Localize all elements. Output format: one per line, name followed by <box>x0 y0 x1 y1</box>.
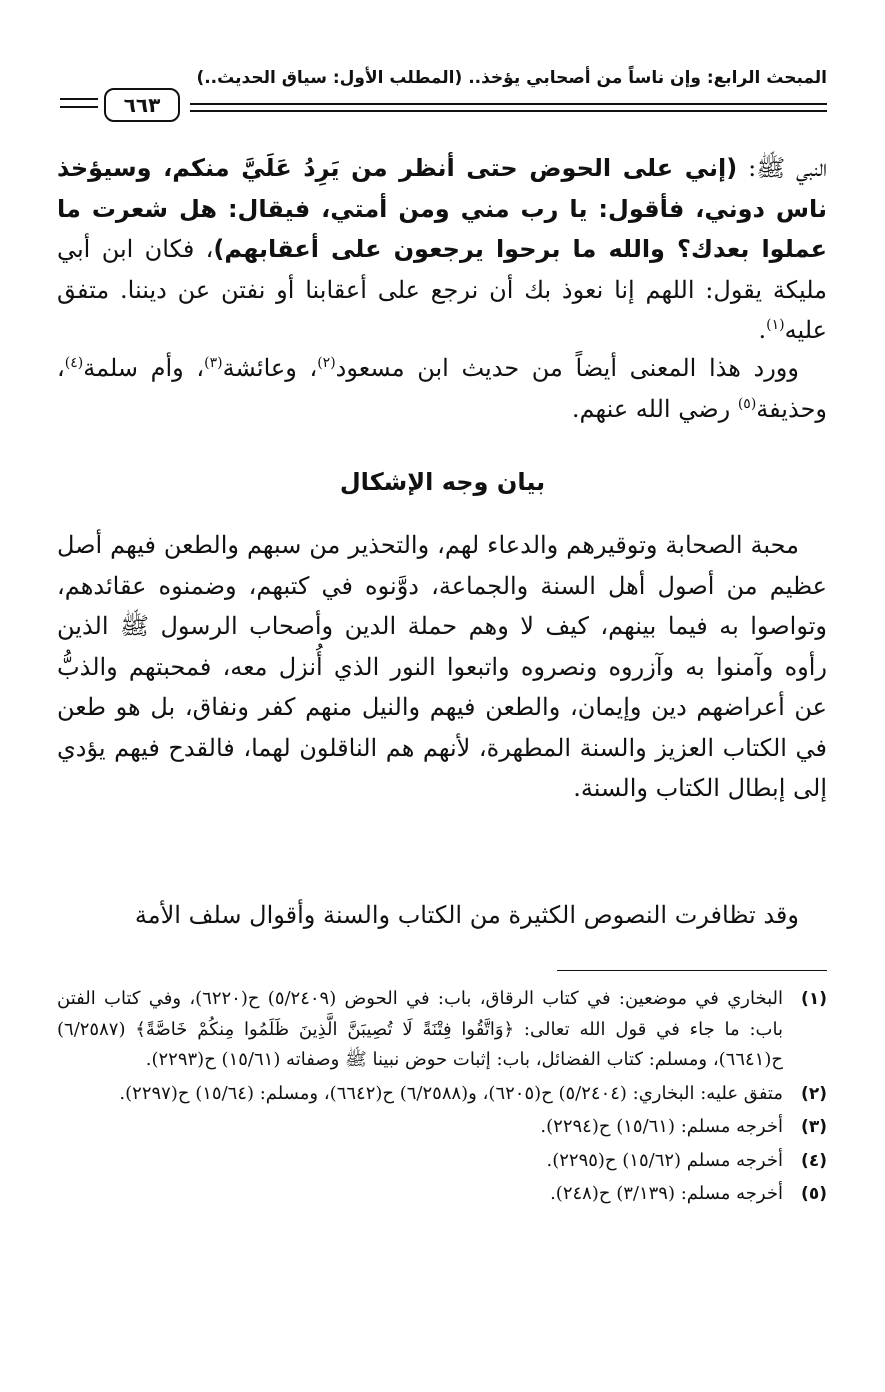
footnote-item <box>57 1079 827 1110</box>
header-rule-top <box>190 103 827 105</box>
footnote-number: (٣) <box>801 1117 827 1137</box>
header-double-rule-mark <box>60 98 98 114</box>
footnote-text: أخرجه مسلم: (٣/١٣٩) ح(٢٤٨). <box>550 1183 783 1204</box>
footnote-ref: (١) <box>766 317 785 333</box>
paragraph-body-1: محبة الصحابة وتوقيرهم والدعاء لهم، والتحذير من سبهم والطعن فيهم أصل عظيم من أصول أهل السنة والجماعة، دوَّنوه في كتبهم، وضمنوه عقائدهم، وتواصوا به فيما بينهم، كيف لا وهم حملة الدين وأصحاب الرسول ﷺ الذين رأوه وآمنوا به وآزروه ونصروه واتبعوا النور الذي أُنزل معه، فمحبتهم والذبُّ عن أعراضهم دين وإيمان، والطعن فيهم والنيل منهم كفر ونفاق، بل هو طعن في الكتاب العزيز والسنة المطهرة، لأنهم هم الناقلون لهما، فالقدح فيهم يؤدي إلى إبطال الكتاب والسنة. <box>57 531 827 802</box>
footnote-text: أخرجه مسلم: (١٥/٦١) ح(٢٢٩٤). <box>540 1116 783 1137</box>
bold-quote-text: (إني على الحوض حتى أنظر من يَرِدُ عَلَيَّ منكم، وسيؤخذ ناس دوني، فأقول: يا رب مني ومن أمتي، فيقال: هل شعرت ما عملوا بعدك؟ والله ما برحوا يرجعون على أعقابهم) <box>57 154 827 263</box>
footnote-item <box>57 984 827 1076</box>
footnote-number: (١) <box>801 989 827 1009</box>
footnote-item <box>57 1146 827 1177</box>
body-text-run: . <box>758 316 767 344</box>
footnotes-list <box>57 984 827 1213</box>
body-text-run: رضي الله عنهم. <box>571 394 738 423</box>
body-text-run: ، وأم سلمة <box>83 354 205 382</box>
footnote-text: متفق عليه: البخاري: (٥/٢٤٠٤) ح(٦٢٠٥)، و(٦/٢٥٨٨) ح(٦٦٤٢)، ومسلم: (١٥/٦٤) ح(٢٢٩٧). <box>119 1082 783 1104</box>
footnote-text: البخاري في موضعين: في كتاب الرقاق، باب: في الحوض (٥/٢٤٠٩) ح(٦٢٢٠)، وفي كتاب الفتن باب: ما جاء في قول الله تعالى: ﴿وَاتَّقُوا فِتْنَةً لَا تُصِيبَنَّ الَّذِينَ ظَلَمُوا مِنكُمْ خَاصَّةً﴾ (٦/٢٥٨٧) ح(٦٦٤١)، ومسلم: كتاب الفضائل، باب: إثبات حوض نبينا ﷺ وصفاته (١٥/٦١) ح(٢٢٩٣). <box>57 988 783 1070</box>
body-text-run: النبي ﷺ: <box>737 154 827 182</box>
footnote-ref: (٤) <box>64 355 84 371</box>
footnote-ref: (٢) <box>317 355 336 371</box>
footnote-item <box>57 1179 827 1210</box>
paragraph-narrations <box>57 348 827 429</box>
paragraph-hadith-quote <box>57 148 827 351</box>
footnote-ref: (٣) <box>204 355 223 371</box>
footnote-number: (٤) <box>801 1150 827 1171</box>
running-header-title: المبحث الرابع: وإن ناساً من أصحابي يؤخذ.. (المطلب الأول: سياق الحديث..) <box>196 68 827 88</box>
body-text-run: ، وحذيفة <box>57 354 827 423</box>
footnote-number: (٥) <box>801 1184 827 1204</box>
footnote-ref: (٥) <box>737 395 757 412</box>
paragraph-body-2: وقد تظافرت النصوص الكثيرة من الكتاب والسنة وأقوال سلف الأمة <box>134 901 799 929</box>
body-text-run: ، وعائشة <box>222 354 318 382</box>
footnote-item <box>57 1112 827 1143</box>
body-text-run: ، فكان ابن أبي مليكة يقول: اللهم إنا نعوذ بك أن نرجع على أعقابنا أو نفتن عن ديننا. متفق عليه <box>57 235 827 344</box>
footnote-separator <box>557 970 827 971</box>
footnote-number: (٢) <box>801 1083 827 1104</box>
body-text-run: وورد هذا المعنى أيضاً من حديث ابن مسعود <box>335 354 799 382</box>
page-number-badge: ٦٦٣ <box>104 88 180 122</box>
header-rule-bottom <box>190 110 827 112</box>
footnote-text: أخرجه مسلم (١٥/٦٢) ح(٢٢٩٥). <box>546 1149 783 1171</box>
section-heading: بيان وجه الإشكال <box>339 468 546 496</box>
